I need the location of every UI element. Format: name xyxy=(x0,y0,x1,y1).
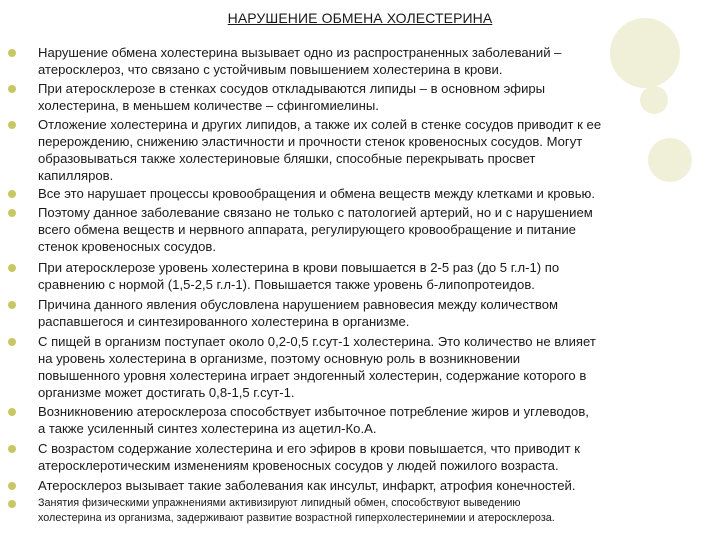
bullet-text: Отложение холестерина и других липидов, а также их солей в стенке сосудов приводит к ее перерождению, снижению эластичности и прочности стенок кровеносных сосудов. Могут образовываться также холестериновые бляшки, способные перекрывать просвет капилляров. xyxy=(38,117,602,183)
bullet-item xyxy=(38,116,706,184)
bullet-item xyxy=(38,185,706,202)
bullet-dot xyxy=(8,190,16,198)
bullet-text: Причина данного явления обусловлена нарушением равновесия между количеством распавшегося и синтезированного холестерина в организме. xyxy=(38,297,558,329)
bullet-dot xyxy=(8,49,16,57)
bullet-item xyxy=(38,496,706,526)
bullet-item xyxy=(38,44,706,78)
bullet-item xyxy=(38,296,706,330)
bullet-item xyxy=(38,477,706,494)
bullet-dot xyxy=(8,209,16,217)
bullet-item xyxy=(38,80,706,114)
bullet-text: Поэтому данное заболевание связано не только с патологией артерий, но и с нарушением всего обмена веществ и нервного аппарата, регулирующего кровообращение и питание стенок кровеносных сосудов. xyxy=(38,205,593,254)
bullet-item xyxy=(38,204,706,255)
bullet-dot xyxy=(8,482,16,490)
bullet-text: Занятия физическими упражнениями активизируют липидный обмен, способствуют выведению холестерина из организма, задерживают развитие возрастной гиперхолестеринемии и атеросклероза. xyxy=(38,497,555,524)
bullet-dot xyxy=(8,500,16,508)
bullet-dot xyxy=(8,338,16,346)
bullet-dot xyxy=(8,445,16,453)
bullet-text: С пищей в организм поступает около 0,2-0,5 г.сут-1 холестерина. Это количество не влияет на уровень холестерина в организме, поэтому основную роль в возникновении повышенного уровня холестерина играет эндогенный холестерин, содержание которого в организме может достигать 0,8-1,5 г.сут-1. xyxy=(38,334,596,400)
bullet-text: С возрастом содержание холестерина и его эфиров в крови повышается, что приводит к атеросклеротическим изменениям кровеносных сосудов у людей пожилого возраста. xyxy=(38,441,580,473)
bullet-text: При атеросклерозе в стенках сосудов откладываются липиды – в основном эфиры холестерина, в меньшем количестве – сфингомиелины. xyxy=(38,81,546,113)
bullet-dot xyxy=(8,121,16,129)
bullet-item xyxy=(38,403,706,437)
bullet-text: Возникновению атеросклероза способствует избыточное потребление жиров и углеводов, а также усиленный синтез холестерина из ацетил-Ко.А. xyxy=(38,404,589,436)
bullet-item xyxy=(38,333,706,401)
bullet-dot xyxy=(8,301,16,309)
bullet-text: Все это нарушает процессы кровообращения и обмена веществ между клетками и кровью. xyxy=(38,186,596,201)
bullet-text: Нарушение обмена холестерина вызывает одно из распространенных заболеваний – атеросклероз, что связано с устойчивым повышением холестерина в крови. xyxy=(38,45,562,77)
bullet-dot xyxy=(8,85,16,93)
bullet-item xyxy=(38,440,706,474)
bullet-text: При атеросклерозе уровень холестерина в крови повышается в 2-5 раз (до 5 г.л-1) по сравнению с нормой (1,5-2,5 г.л-1). Повышается также уровень б-липопротеидов. xyxy=(38,260,560,292)
bullet-dot xyxy=(8,408,16,416)
slide-title: НАРУШЕНИЕ ОБМЕНА ХОЛЕСТЕРИНА xyxy=(227,10,493,26)
bullet-item xyxy=(38,259,706,293)
bullet-text: Атеросклероз вызывает такие заболевания как инсульт, инфаркт, атрофия конечностей. xyxy=(38,478,576,493)
bullet-dot xyxy=(8,264,16,272)
